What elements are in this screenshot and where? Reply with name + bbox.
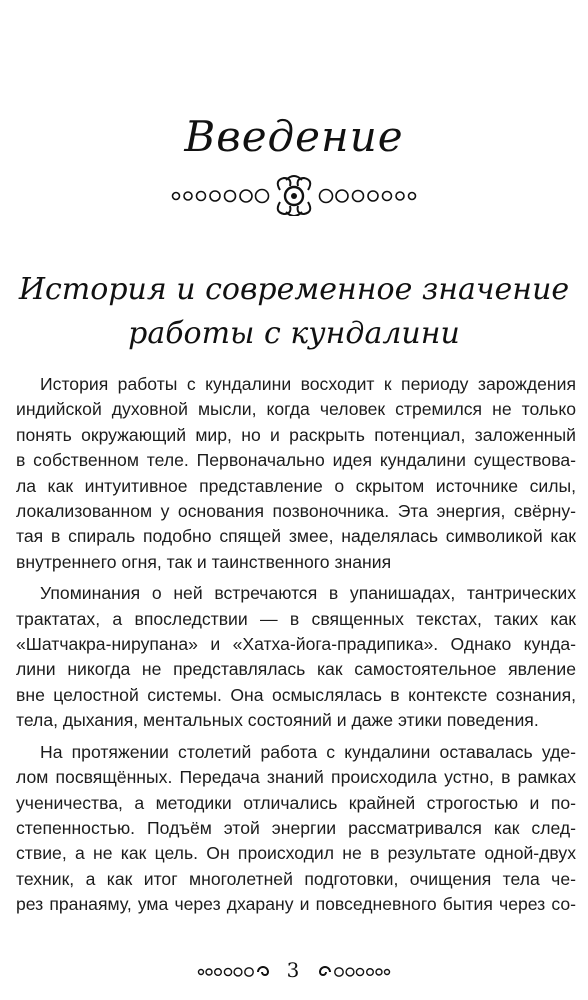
ornament-divider [164,172,424,216]
paragraph [16,372,576,575]
text-line: в собственном теле. Первоначально идея кундалини существова- [16,450,576,471]
text-line: «Шатчакра-нирупана» и «Хатха-йога-прадипика». Однако кунда- [16,634,576,655]
text-line: индийской духовной мысли, когда человек стремился не только [16,399,576,420]
section-title-line: История и современное значение [18,272,570,307]
text-line: История работы с кундалини восходит к периоду зарождения [40,374,576,394]
text-line: лини никогда не представлялась как самостоятельное явление [16,659,576,680]
paragraph [16,740,576,918]
text-line: рез пранаяму, ума через дхарану и повседневного бытия через со- [16,894,576,915]
text-line: тая в спираль подобно спящей змее, наделялась символикой как [16,526,576,547]
text-line: лом посвящённых. Передача знаний происходила устно, в рамках [16,767,576,788]
footer-ornament-left [196,962,274,982]
chapter-title: Введение [184,112,404,161]
text-line: тела, дыхания, ментальных состояний и даже этики поведения. [16,710,539,731]
section-title-line: работы с кундалини [128,316,460,351]
body-text [16,372,576,924]
text-line: трактатах, а впоследствии — в священных текстах, таких как [16,608,576,629]
paragraph [16,581,576,733]
page-footer [0,958,588,988]
text-line: На протяжении столетий работа с кундалини оставалась уде- [40,741,576,762]
text-line: ствие, а не как цель. Он происходил не в результате одной-двух [16,843,576,864]
text-line: ученичества, а методики отличались крайней строгостью и по- [16,792,576,813]
text-line: ла как интуитивное представление о скрытом источнике силы, [16,475,576,496]
text-line: внутреннего огня, так и таинственного знания [16,551,392,572]
text-line: Упоминания о ней встречаются в упанишадах, тантрических [40,583,576,604]
footer-ornament-right [314,962,392,982]
text-line: степенностью. Подъём этой энергии рассматривался как след- [16,817,576,838]
text-line: локализованном у основания позвоночника. Эта энергия, свёрну- [16,501,576,522]
page-number: 3 [286,958,300,982]
text-line: понять окружающий мир, но и раскрыть потенциал, заложенный [16,424,576,445]
text-line: техник, а как итог многолетней подготовки, очищения тела че- [16,868,576,889]
text-line: вне целостной системы. Она осмыслялась в контексте сознания, [16,684,576,705]
section-title [0,268,588,356]
